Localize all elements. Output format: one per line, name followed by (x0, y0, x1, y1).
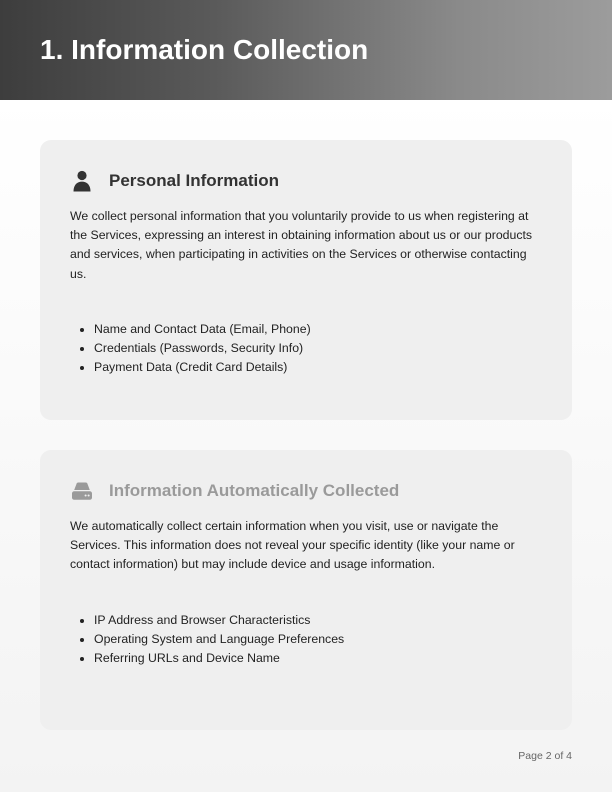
list-item: • IP Address and Browser Characteristics (94, 611, 344, 630)
list-item: • Payment Data (Credit Card Details) (94, 358, 311, 377)
page-number: Page 2 of 4 (518, 750, 572, 762)
section-list (70, 611, 344, 668)
hard-drive-icon (70, 479, 94, 503)
list-item: • Referring URLs and Device Name (94, 649, 344, 668)
user-icon (70, 169, 94, 193)
section-title: Information Automatically Collected (109, 481, 400, 500)
list-item: • Operating System and Language Preferences (94, 630, 344, 649)
page-title: 1. Information Collection (40, 34, 369, 65)
section-personal-information (40, 140, 572, 420)
section-body: We automatically collect certain information when you visit, use or navigate the Services. This information does not reveal your specific identity (like your name or contact information) but may include device and usage information. (70, 519, 515, 572)
section-automatic-information (40, 450, 572, 730)
section-title: Personal Information (109, 171, 280, 190)
section-header (70, 169, 279, 193)
list-item: • Name and Contact Data (Email, Phone) (94, 320, 311, 339)
section-header (70, 479, 399, 503)
list-item: • Credentials (Passwords, Security Info) (94, 339, 311, 358)
page-header (0, 0, 612, 100)
section-list (70, 320, 311, 377)
section-body: We collect personal information that you voluntarily provide to us when registering at the Services, expressing an interest in obtaining information about us or our products and services, when participating in activities on the Services or otherwise contacting us. (70, 209, 533, 281)
